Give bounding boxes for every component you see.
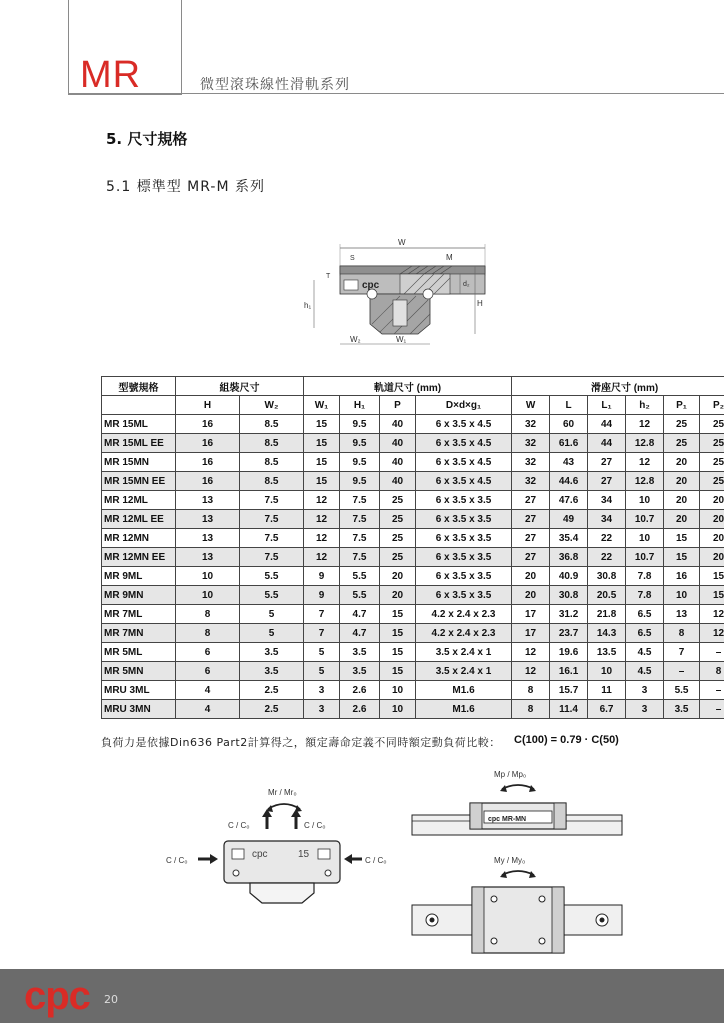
table-cell: 14.3 <box>588 624 626 643</box>
table-cell: 15 <box>380 605 416 624</box>
table-cell: 44.6 <box>550 472 588 491</box>
table-cell: 27 <box>512 548 550 567</box>
table-cell: 3 <box>304 700 340 719</box>
table-cell: 4.5 <box>626 662 664 681</box>
model-cell: MR 5ML <box>102 643 176 662</box>
model-cell: MR 7MN <box>102 624 176 643</box>
table-cell: 13 <box>664 605 700 624</box>
table-cell: 15 <box>664 529 700 548</box>
table-cell: M1.6 <box>416 700 512 719</box>
table-cell: 4 <box>176 700 240 719</box>
table-cell: 43 <box>550 453 588 472</box>
table-cell: 10 <box>176 586 240 605</box>
block-top <box>472 887 564 953</box>
table-cell: 7.5 <box>340 548 380 567</box>
table-cell: 7.8 <box>626 586 664 605</box>
table-row <box>102 643 724 662</box>
table-cell: 6 x 3.5 x 4.5 <box>416 472 512 491</box>
dim-w2-label: W₂ <box>350 335 361 344</box>
dim-w1-label: W₁ <box>396 335 407 344</box>
table-cell: 25 <box>700 453 724 472</box>
model-cell: MR 12MN <box>102 529 176 548</box>
column-header: P <box>380 396 416 415</box>
table-cell: 10 <box>664 586 700 605</box>
table-cell: 7.5 <box>340 491 380 510</box>
c-load-left-label: C / C₀ <box>166 856 188 865</box>
table-cell: 32 <box>512 472 550 491</box>
table-cell: 7 <box>304 605 340 624</box>
table-row <box>102 624 724 643</box>
column-header: W <box>512 396 550 415</box>
table-cell: 61.6 <box>550 434 588 453</box>
table-cell: 6.7 <box>588 700 626 719</box>
table-cell: 4.2 x 2.4 x 2.3 <box>416 624 512 643</box>
table-cell: 4 <box>176 681 240 700</box>
table-cell: 8 <box>700 662 724 681</box>
table-cell: 12 <box>512 643 550 662</box>
mp-moment-arrow <box>502 785 534 789</box>
table-cell: 9.5 <box>340 415 380 434</box>
table-cell: 6 <box>176 643 240 662</box>
table-cell: 7.5 <box>240 510 304 529</box>
group-header-model: 型號規格 <box>102 377 176 396</box>
table-cell: 2.6 <box>340 700 380 719</box>
table-cell: 12 <box>626 415 664 434</box>
table-cell: 16.1 <box>550 662 588 681</box>
table-cell: 16 <box>176 415 240 434</box>
table-cell: 27 <box>512 510 550 529</box>
table-cell: 6 x 3.5 x 4.5 <box>416 434 512 453</box>
table-cell: 12 <box>304 529 340 548</box>
table-cell: 34 <box>588 510 626 529</box>
model-cell: MR 9MN <box>102 586 176 605</box>
table-cell: 12 <box>700 624 724 643</box>
table-row <box>102 529 724 548</box>
column-header-empty <box>102 396 176 415</box>
table-cell: 15 <box>380 662 416 681</box>
model-cell: MR 15MN <box>102 453 176 472</box>
table-row <box>102 434 724 453</box>
table-cell: 11 <box>588 681 626 700</box>
table-row <box>102 700 724 719</box>
model-cell: MR 12ML <box>102 491 176 510</box>
mp-label: Mp / Mp₀ <box>494 770 527 779</box>
table-cell: 6 x 3.5 x 3.5 <box>416 567 512 586</box>
group-header-block: 滑座尺寸 (mm) <box>512 377 724 396</box>
table-cell: 25 <box>700 434 724 453</box>
table-cell: 2.6 <box>340 681 380 700</box>
table-cell: 19.6 <box>550 643 588 662</box>
table-cell: 10 <box>176 567 240 586</box>
mr-label: Mr / Mr₀ <box>268 788 297 797</box>
table-cell: – <box>700 681 724 700</box>
series-subtitle: 微型滾珠線性滑軌系列 <box>200 77 350 93</box>
model-cell: MRU 3ML <box>102 681 176 700</box>
table-cell: 4.7 <box>340 624 380 643</box>
table-cell: 6 x 3.5 x 3.5 <box>416 586 512 605</box>
table-cell: 25 <box>664 434 700 453</box>
table-cell: 25 <box>380 510 416 529</box>
table-cell: 5.5 <box>340 567 380 586</box>
load-formula: C(100) = 0.79 · C(50) <box>514 734 619 746</box>
table-cell: 5 <box>304 662 340 681</box>
table-cell: 2.5 <box>240 700 304 719</box>
table-row <box>102 662 724 681</box>
table-cell: 12 <box>304 548 340 567</box>
table-cell: 22 <box>588 529 626 548</box>
table-cell: 44 <box>588 434 626 453</box>
table-cell: 6 x 3.5 x 3.5 <box>416 529 512 548</box>
table-cell: 8 <box>512 700 550 719</box>
table-cell: 13 <box>176 510 240 529</box>
table-cell: 15 <box>380 643 416 662</box>
right-arrow <box>210 854 218 864</box>
table-cell: 20 <box>512 567 550 586</box>
table-cell: 32 <box>512 434 550 453</box>
table-row <box>102 491 724 510</box>
table-cell: 10 <box>380 700 416 719</box>
column-header: W₁ <box>304 396 340 415</box>
table-cell: 9.5 <box>340 472 380 491</box>
table-cell: 12.8 <box>626 434 664 453</box>
table-row <box>102 605 724 624</box>
drawing-brand: cpc <box>362 280 380 291</box>
model-cell: MR 12MN EE <box>102 548 176 567</box>
table-cell: 27 <box>588 453 626 472</box>
table-cell: 5.5 <box>340 586 380 605</box>
dim-s-label: S <box>350 255 355 262</box>
dim-t-label: T <box>326 273 331 280</box>
table-cell: 32 <box>512 453 550 472</box>
table-cell: 20 <box>664 472 700 491</box>
table-cell: 12 <box>700 605 724 624</box>
table-cell: 27 <box>588 472 626 491</box>
table-cell: 9 <box>304 567 340 586</box>
model-cell: MR 5MN <box>102 662 176 681</box>
rail-front <box>250 883 314 903</box>
table-cell: 15 <box>700 586 724 605</box>
table-cell: 12 <box>626 453 664 472</box>
table-cell: 25 <box>380 529 416 548</box>
table-cell: 16 <box>176 472 240 491</box>
table-row <box>102 586 724 605</box>
table-cell: 3 <box>626 681 664 700</box>
table-cell: 44 <box>588 415 626 434</box>
model-cell: MR 12ML EE <box>102 510 176 529</box>
table-cell: 36.8 <box>550 548 588 567</box>
block-brand: cpc <box>252 849 268 860</box>
table-cell: 3.5 <box>340 662 380 681</box>
table-cell: 20 <box>664 453 700 472</box>
table-cell: 21.8 <box>588 605 626 624</box>
table-cell: 10 <box>626 491 664 510</box>
table-cell: 7.5 <box>240 548 304 567</box>
dim-h1-label: h₁ <box>304 301 312 310</box>
column-header: D×d×g₁ <box>416 396 512 415</box>
table-cell: 8.5 <box>240 472 304 491</box>
table-cell: 40 <box>380 472 416 491</box>
table-cell: 9.5 <box>340 453 380 472</box>
table-cell: 3.5 x 2.4 x 1 <box>416 662 512 681</box>
table-cell: 7.5 <box>240 491 304 510</box>
column-header-row <box>102 396 724 415</box>
table-cell: 60 <box>550 415 588 434</box>
column-header: h₂ <box>626 396 664 415</box>
table-cell: 15 <box>304 415 340 434</box>
table-row <box>102 548 724 567</box>
table-cell: 8 <box>176 624 240 643</box>
table-cell: 47.6 <box>550 491 588 510</box>
table-cell: 7.5 <box>340 529 380 548</box>
table-cell: 23.7 <box>550 624 588 643</box>
model-cell: MR 15MN EE <box>102 472 176 491</box>
table-cell: 20 <box>512 586 550 605</box>
table-cell: 25 <box>380 491 416 510</box>
table-cell: 5 <box>240 624 304 643</box>
side-label: cpc MR-MN <box>488 816 527 823</box>
table-cell: 7.5 <box>240 529 304 548</box>
spec-table <box>101 376 724 719</box>
dim-h-label: H <box>477 299 483 308</box>
table-cell: 25 <box>700 472 724 491</box>
table-cell: 15 <box>700 567 724 586</box>
table-cell: 8.5 <box>240 453 304 472</box>
front-load-diagram <box>150 765 410 905</box>
table-cell: 6 x 3.5 x 3.5 <box>416 548 512 567</box>
model-cell: MR 15ML EE <box>102 434 176 453</box>
column-header: P₂ <box>700 396 724 415</box>
table-cell: 2.5 <box>240 681 304 700</box>
column-header: P₁ <box>664 396 700 415</box>
table-cell: 10.7 <box>626 510 664 529</box>
table-cell: 16 <box>176 453 240 472</box>
table-cell: 35.4 <box>550 529 588 548</box>
table-cell: 20 <box>700 548 724 567</box>
dim-w-label: W <box>398 238 406 247</box>
table-cell: 16 <box>176 434 240 453</box>
table-cell: 20 <box>380 567 416 586</box>
table-cell: 4.5 <box>626 643 664 662</box>
table-cell: 3 <box>304 681 340 700</box>
table-cell: 12 <box>512 662 550 681</box>
table-cell: 15.7 <box>550 681 588 700</box>
table-cell: 15 <box>304 434 340 453</box>
table-cell: 6 x 3.5 x 4.5 <box>416 453 512 472</box>
table-cell: 8.5 <box>240 415 304 434</box>
model-cell: MR 7ML <box>102 605 176 624</box>
table-cell: 6 x 3.5 x 3.5 <box>416 510 512 529</box>
table-cell: 4.2 x 2.4 x 2.3 <box>416 605 512 624</box>
table-cell: 27 <box>512 529 550 548</box>
cross-section-drawing <box>300 236 500 356</box>
table-cell: 12 <box>304 491 340 510</box>
table-cell: 40 <box>380 453 416 472</box>
header-rule <box>68 93 724 94</box>
table-cell: 10 <box>588 662 626 681</box>
table-cell: 5.5 <box>240 586 304 605</box>
table-cell: 7 <box>664 643 700 662</box>
table-cell: 5.5 <box>664 681 700 700</box>
model-cell: MR 15ML <box>102 415 176 434</box>
table-cell: 3.5 <box>240 662 304 681</box>
table-cell: 25 <box>664 415 700 434</box>
table-row <box>102 681 724 700</box>
table-cell: – <box>700 700 724 719</box>
column-header: W₂ <box>240 396 304 415</box>
block-front <box>224 841 340 883</box>
side-load-diagram <box>410 765 630 975</box>
page-number: 20 <box>104 993 118 1006</box>
block-size: 15 <box>298 849 310 860</box>
table-cell: 8 <box>176 605 240 624</box>
table-cell: 17 <box>512 605 550 624</box>
group-header-rail: 軌道尺寸 (mm) <box>304 377 512 396</box>
table-cell: 3.5 <box>340 643 380 662</box>
table-cell: 16 <box>664 567 700 586</box>
group-header-assembly: 組裝尺寸 <box>176 377 304 396</box>
table-cell: 20 <box>700 529 724 548</box>
table-cell: 6 x 3.5 x 3.5 <box>416 491 512 510</box>
table-cell: 3.5 <box>664 700 700 719</box>
table-row <box>102 415 724 434</box>
table-cell: 13 <box>176 529 240 548</box>
table-cell: 40 <box>380 434 416 453</box>
model-cell: MR 9ML <box>102 567 176 586</box>
table-cell: 40.9 <box>550 567 588 586</box>
table-row <box>102 453 724 472</box>
table-cell: 27 <box>512 491 550 510</box>
table-cell: 20 <box>380 586 416 605</box>
table-cell: 7.5 <box>340 510 380 529</box>
table-cell: 40 <box>380 415 416 434</box>
table-cell: 31.2 <box>550 605 588 624</box>
table-row <box>102 567 724 586</box>
c-load-top-right-label: C / C₀ <box>304 821 326 830</box>
table-cell: 20 <box>664 491 700 510</box>
table-cell: 9 <box>304 586 340 605</box>
subsection-title: 5.1 標準型 MR-M 系列 <box>106 179 265 195</box>
c-load-right-label: C / C₀ <box>365 856 387 865</box>
table-cell: 12.8 <box>626 472 664 491</box>
table-cell: 15 <box>380 624 416 643</box>
table-cell: 30.8 <box>588 567 626 586</box>
table-cell: 8 <box>664 624 700 643</box>
table-cell: 25 <box>700 415 724 434</box>
table-cell: M1.6 <box>416 681 512 700</box>
table-cell: 13.5 <box>588 643 626 662</box>
table-cell: 49 <box>550 510 588 529</box>
table-cell: 9.5 <box>340 434 380 453</box>
table-cell: 12 <box>304 510 340 529</box>
table-cell: 20 <box>700 510 724 529</box>
table-cell: 20 <box>700 491 724 510</box>
table-cell: – <box>700 643 724 662</box>
table-cell: 17 <box>512 624 550 643</box>
table-cell: 5 <box>304 643 340 662</box>
table-cell: 3 <box>626 700 664 719</box>
left-arrow <box>344 854 352 864</box>
mr-moment-arrow <box>268 804 300 809</box>
series-logo: MR <box>80 54 142 96</box>
my-label: My / My₀ <box>494 856 526 865</box>
table-cell: 15 <box>304 453 340 472</box>
table-cell: 25 <box>380 548 416 567</box>
table-row <box>102 510 724 529</box>
spec-table-body <box>102 415 724 719</box>
my-moment-arrow <box>502 871 534 875</box>
brand-logo: cpc <box>24 974 90 1018</box>
table-cell: 3.5 x 2.4 x 1 <box>416 643 512 662</box>
table-cell: 22 <box>588 548 626 567</box>
column-header: H₁ <box>340 396 380 415</box>
table-row <box>102 472 724 491</box>
table-cell: 6.5 <box>626 605 664 624</box>
table-cell: 13 <box>176 548 240 567</box>
column-header: L <box>550 396 588 415</box>
table-cell: 11.4 <box>550 700 588 719</box>
table-cell: 10.7 <box>626 548 664 567</box>
table-cell: 20 <box>664 510 700 529</box>
table-cell: 5 <box>240 605 304 624</box>
table-cell: 30.8 <box>550 586 588 605</box>
table-cell: 34 <box>588 491 626 510</box>
column-header: L₁ <box>588 396 626 415</box>
table-cell: 20.5 <box>588 586 626 605</box>
table-cell: 32 <box>512 415 550 434</box>
table-cell: 5.5 <box>240 567 304 586</box>
table-cell: 6 x 3.5 x 4.5 <box>416 415 512 434</box>
c-load-top-left-label: C / C₀ <box>228 821 250 830</box>
table-cell: 8 <box>512 681 550 700</box>
table-cell: 15 <box>304 472 340 491</box>
table-cell: 8.5 <box>240 434 304 453</box>
table-cell: 7 <box>304 624 340 643</box>
table-cell: 10 <box>626 529 664 548</box>
dim-m-label: M <box>446 253 453 262</box>
table-cell: 7.8 <box>626 567 664 586</box>
table-cell: – <box>664 662 700 681</box>
section-title: 5. 尺寸規格 <box>106 130 188 148</box>
table-cell: 4.7 <box>340 605 380 624</box>
dim-d2-label: d₂ <box>463 281 470 288</box>
column-header: H <box>176 396 240 415</box>
table-cell: 13 <box>176 491 240 510</box>
table-cell: 6 <box>176 662 240 681</box>
table-cell: 6.5 <box>626 624 664 643</box>
table-cell: 10 <box>380 681 416 700</box>
table-cell: 3.5 <box>240 643 304 662</box>
table-cell: 15 <box>664 548 700 567</box>
load-note: 負荷力是依據Din636 Part2計算得之，額定壽命定義不同時額定動負荷比較： <box>101 736 501 749</box>
model-cell: MRU 3MN <box>102 700 176 719</box>
